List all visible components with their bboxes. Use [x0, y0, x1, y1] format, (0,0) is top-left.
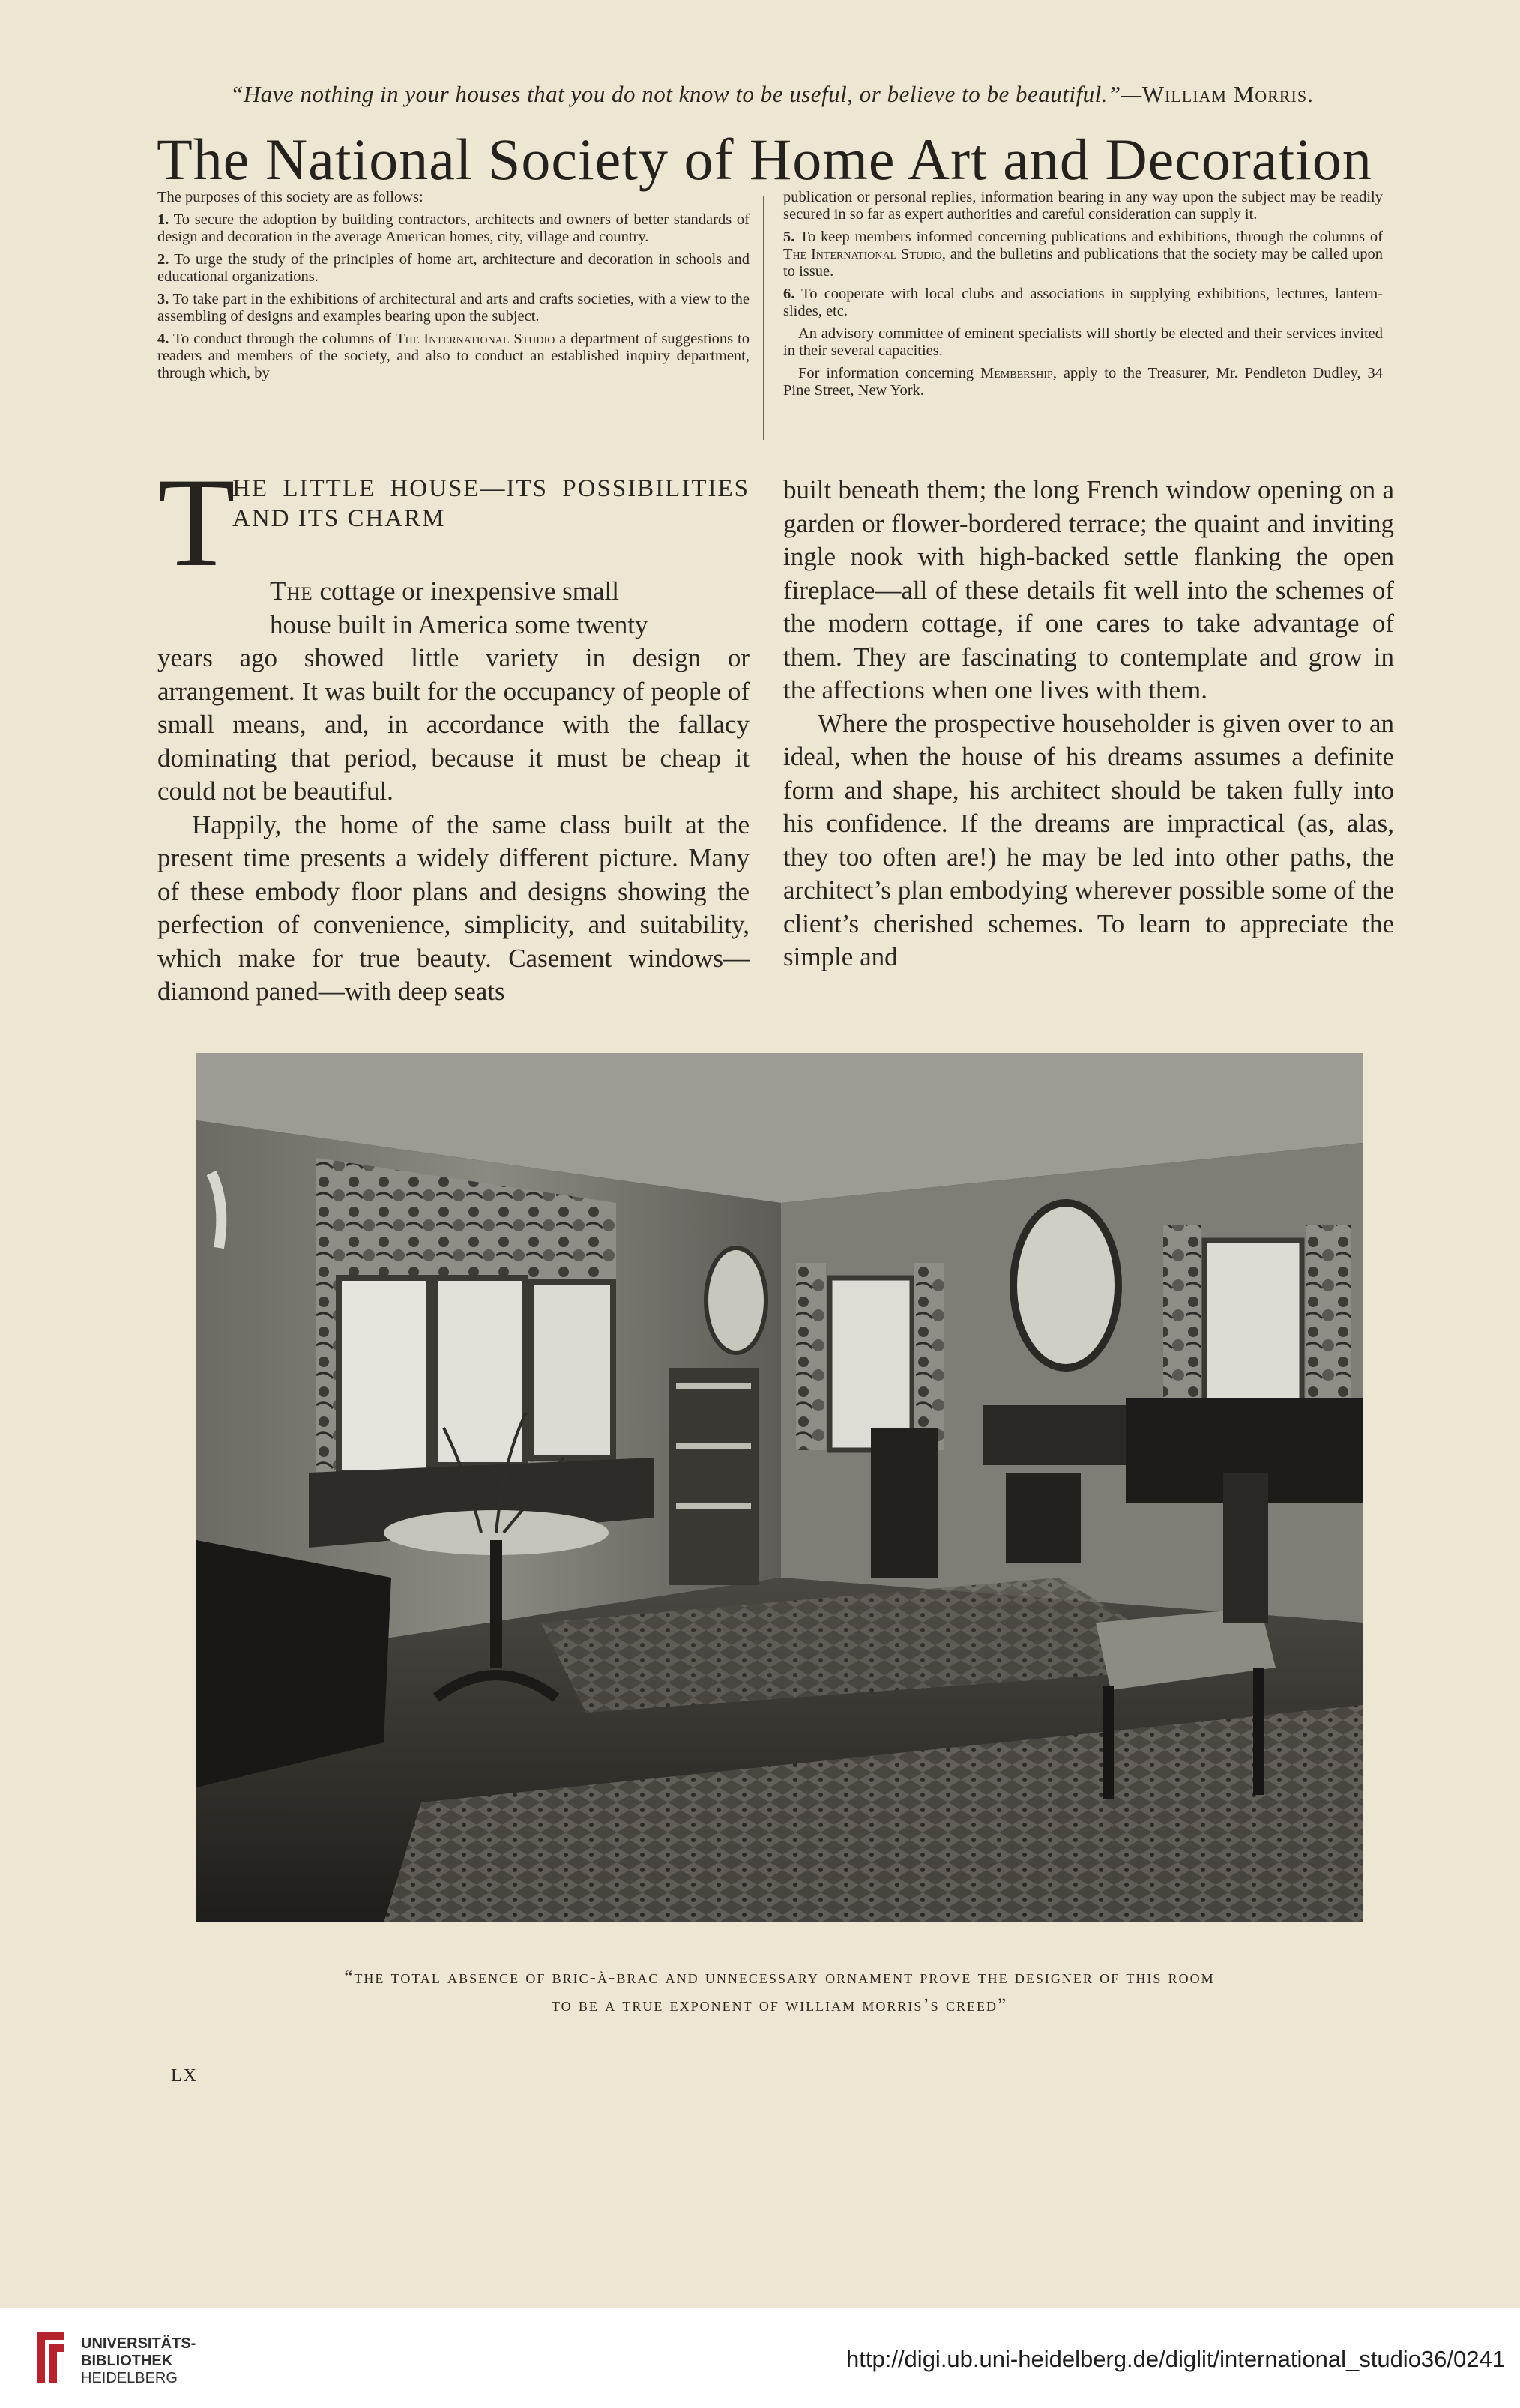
page-number: LX — [171, 2066, 198, 2086]
motto — [172, 81, 1372, 108]
side-table — [1006, 1473, 1081, 1563]
article-paragraph-2: Happily, the home of the same class built at the present time presents a widely different picture. Many of these embody floor plans and designs showing the perfection of convenience, simplicity, and suitability, which make for true beauty. Casement windows—diamond paned—with deep seats — [157, 809, 750, 1006]
purpose-number: 3. — [157, 291, 169, 307]
purpose-text: To urge the study of the principles of home art, architecture and decoration in schools and educational organizations. — [157, 251, 750, 285]
society-purpose-2 — [157, 251, 750, 286]
society-purpose-5 — [783, 229, 1383, 280]
article-paragraph-1 — [157, 575, 750, 809]
article-heading: HE LITTLE HOUSE—ITS POSSIBILITIES AND ITS CHARM — [232, 475, 750, 532]
society-purposes-left — [157, 189, 750, 387]
membership-text: , apply to the Treasurer, Mr. Pendleton Dudley, 34 Pine Street, New York. — [783, 365, 1383, 399]
page-title: The National Society of Home Art and Decoration — [157, 127, 1372, 192]
room-illustration — [196, 1053, 1363, 1922]
society-purposes-right — [783, 189, 1383, 405]
article-paragraph-2-continued: built beneath them; the long French window opening on a garden or flower-bordered terrace; the quaint and inviting ingle nook with high-backed settle flanking the open fireplace—all of these details fit well into the schemes of the modern cottage, if one cares to take advantage of them. They are fascinating to contemplate and grow in the affections when one lives with them. — [783, 475, 1394, 704]
interior-photograph — [196, 1053, 1363, 1922]
shelf — [676, 1383, 751, 1389]
motto-quote: “Have nothing in your houses that you do not know to be useful, or believe to be beautiful.”— — [230, 81, 1142, 107]
library-name — [81, 2335, 196, 2387]
library-name-line: HEIDELBERG — [81, 2370, 178, 2386]
second-line: house built in America some twenty — [270, 609, 648, 639]
column-divider — [763, 196, 764, 440]
magazine-name: The International Studio — [396, 331, 555, 347]
article-paragraph-3: Where the prospective householder is given over to an ideal, when the house of his dreams assumes a definite form and shape, his architect should be taken fully into his confidence. If the dreams are impractical (as, alas, they too often are!) he may be led into other paths, the architect’s plan embodying wherever possible some of the client’s cherished schemes. To learn to appreciate the simple and — [783, 708, 1394, 971]
chair-leg — [1253, 1668, 1264, 1795]
purpose-number: 2. — [157, 251, 169, 268]
purpose-number: 5. — [783, 229, 795, 245]
motto-author: William Morris. — [1141, 81, 1314, 107]
shelf — [676, 1443, 751, 1449]
society-purpose-1 — [157, 211, 750, 246]
purpose-text: To cooperate with local clubs and associations in supplying exhibitions, lectures, lantern-slides, etc. — [783, 286, 1383, 319]
window-pane — [531, 1282, 613, 1458]
wall-plaque — [706, 1248, 766, 1353]
side-window — [1204, 1240, 1302, 1413]
source-url[interactable]: http://digi.ub.uni-heidelberg.de/diglit/international_studio36/0241 — [846, 2346, 1505, 2372]
paragraph-text: years ago showed little variety in design or arrangement. It was built for the occupancy of people of small means, and, in accordance with the fallacy dominating that period, because it must be cheap it could not be beautiful. — [157, 643, 750, 806]
lead-in-word: The — [270, 576, 313, 606]
window-pane — [339, 1278, 429, 1473]
library-logo-icon — [30, 2329, 72, 2386]
chair-back — [1223, 1473, 1268, 1623]
society-intro: The purposes of this society are as follows: — [157, 189, 423, 205]
purpose-number: 1. — [157, 211, 169, 228]
first-line — [157, 575, 750, 609]
society-purpose-3 — [157, 291, 750, 325]
bookcase — [669, 1368, 759, 1585]
fireplace-mantel — [983, 1405, 1133, 1465]
purpose-text: a department of suggestions to readers and members of the society, and also to conduct an established inquiry department, through which, by — [157, 331, 750, 381]
purpose-number: 6. — [783, 286, 795, 302]
drop-cap: T — [157, 452, 235, 593]
carved-chair — [871, 1428, 938, 1578]
oval-mirror — [1013, 1203, 1118, 1368]
curtain — [796, 1263, 826, 1450]
purpose-text: , and the bulletins and publications that the society may be called upon to issue. — [783, 246, 1383, 280]
society-purpose-4 — [157, 331, 750, 382]
back-window — [830, 1278, 912, 1450]
first-line-text: cottage or inexpensive small — [313, 576, 619, 606]
photo-caption — [165, 1964, 1394, 2019]
table-leg — [490, 1540, 502, 1668]
society-purpose-6 — [783, 286, 1383, 320]
magazine-name: The International Studio — [783, 246, 942, 262]
chair-leg — [1103, 1686, 1114, 1799]
caption-line-2: to be a true exponent of william morris’s creed” — [551, 1995, 1008, 2015]
library-name-line: BIBLIOTHEK — [81, 2353, 173, 2369]
purpose-text: To take part in the exhibitions of architectural and arts and crafts societies, with a view to the assembling of designs and examples bearing upon the subject. — [157, 291, 750, 325]
curtain — [914, 1263, 944, 1450]
article-column-right — [783, 474, 1394, 974]
article-column-left — [157, 452, 750, 1009]
digitization-footer — [0, 2308, 1520, 2408]
caption-line-1: “the total absence of bric-à-brac and unnecessary ornament prove the designer of this room — [344, 1967, 1215, 1988]
purpose-number: 4. — [157, 331, 169, 347]
purpose-text: To conduct through the columns of — [169, 331, 396, 347]
shelf — [676, 1503, 751, 1509]
purpose-text: To keep members informed concerning publications and exhibitions, through the columns of — [794, 229, 1383, 245]
society-membership — [783, 365, 1383, 399]
purpose-text: To secure the adoption by building contractors, architects and owners of better standards of design and decoration in the average American homes, city, village and country. — [157, 211, 750, 245]
membership-word: Membership — [980, 365, 1053, 381]
library-name-line: UNIVERSITÄTS- — [81, 2335, 196, 2352]
society-advisory: An advisory committee of eminent specialists will shortly be elected and their services invited in their several capacities. — [783, 325, 1383, 359]
membership-text: For information concerning — [798, 365, 980, 381]
society-purpose-4-continued: publication or personal replies, information bearing in any way upon the subject may be readily secured in so far as expert authorities and careful consideration can supply it. — [783, 189, 1383, 223]
